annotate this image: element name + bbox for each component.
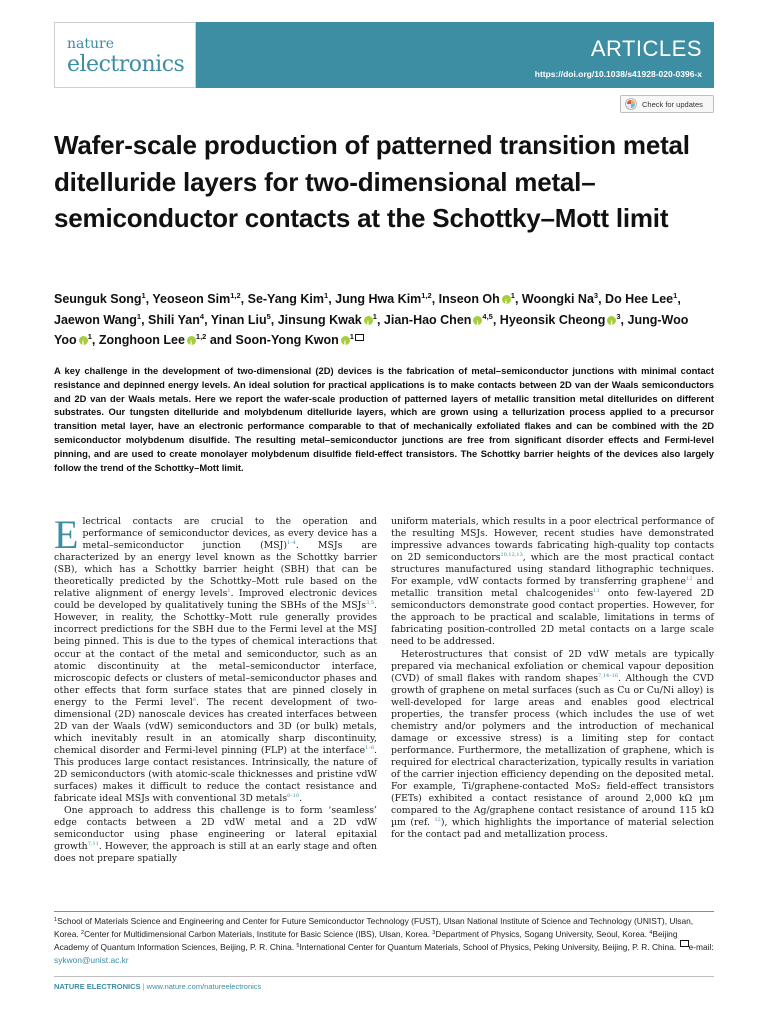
author-affiliation: 1 (87, 332, 92, 341)
logo-line-nature: nature (67, 36, 114, 52)
page-footer (54, 982, 261, 991)
author-name[interactable]: Yeoseon Sim (152, 292, 231, 306)
orcid-icon[interactable] (364, 316, 373, 325)
envelope-icon (680, 940, 689, 947)
check-updates-label: Check for updates (642, 99, 703, 109)
author-affiliation: 1,2 (230, 291, 241, 300)
doi-link[interactable]: https://doi.org/10.1038/s41928-020-0396-x (534, 69, 702, 79)
affiliation-text: Department of Physics, Sogang University, Seoul, Korea. (435, 928, 650, 939)
email-link[interactable]: sykwon@unist.ac.kr (54, 954, 129, 965)
orcid-icon[interactable] (607, 316, 616, 325)
orcid-icon[interactable] (79, 336, 88, 345)
affiliation-text: Center for Multidimensional Carbon Materials, Institute for Basic Science (IBS), Ulsan, Korea. (84, 928, 433, 939)
body-paragraph: uniform materials, which results in a poor electrical performance of the resulting MSJs. However, recent studies have demonstrated impressive advances towards fabricating high-quality top contacts on 2D semiconductors$^{10,12,13}$, which are the most practical contact structures manufactured using standard lithographic techniques. For example, vdW contacts formed by transferring graphene$^{12}$ and metallic transition metal chalcogenides$^{13}$ onto few-layered 2D semiconductors demonstrate good contact properties. However, for the approach to be practical and scalable, limitations in terms of fabricating position-controlled 2D metal contacts on a large scale need to be addressed. (391, 516, 715, 648)
citation-ref[interactable]: 3,5 (366, 600, 375, 607)
author-name[interactable]: Woongki Na (521, 292, 594, 306)
body-column-left (54, 512, 378, 865)
affiliation-text: Beijing Academy of Quantum Information Sciences, Beijing, P. R. China. (54, 928, 678, 953)
article-title: Wafer-scale production of patterned transition metal ditelluride layers for two-dimensional metal–semiconductor contacts at the Schottky–Mott limit (54, 130, 690, 233)
author-affiliation: 1 (141, 291, 146, 300)
body-paragraph: Heterostructures that consist of 2D vdW metals are typically prepared via mechanical exfoliation or chemical vapour deposition (CVD) of small flakes with random shapes$^{7,14-16}$. Although the CVD growth of graphene on metal surfaces (such as Cu or Cu/Ni alloy) is well-developed for large areas and enables good electrical properties, the transfer process (which includes the use of wet chemistry and/or polymers and the introduction of mechanical damage or excessive stress) is a limiting step for contact performance. Furthermore, the metallization of graphene, which is required for electrical characterization, typically results in variation of the carrier injection efficiency depending on the deposited metal. For example, Ti/graphene-contacted MoS₂ field-effect transistors (FETs) exhibited a contact resistance of around 2,000 kΩ µm compared to the Ag/graphene contact resistance of around 115 kΩ µm (ref. $^{12}$), which highlights the importance of material selection for the contact pad and metallization process. (391, 648, 714, 841)
footer-journal-name: NATURE ELECTRONICS (54, 982, 141, 991)
author-affiliation: 1 (372, 311, 377, 321)
affiliation-text: School of Materials Science and Engineering and Center for Future Semiconductor Technology (FUST), Ulsan National Institute of Science and Technology (UNIST), Ulsan, Korea. (54, 916, 694, 939)
affiliations-divider (54, 911, 714, 912)
footer-separator: | (140, 982, 147, 991)
affiliation-number: 4 (649, 929, 653, 936)
author-affiliation: 1,2 (421, 291, 432, 300)
orcid-icon[interactable] (187, 336, 196, 345)
journal-logo[interactable] (54, 22, 196, 88)
email-label: e-mail: (688, 942, 714, 953)
check-for-updates-button[interactable] (620, 95, 714, 113)
author-name[interactable]: Jian-Hao Chen (383, 312, 472, 327)
author-affiliation: 3 (593, 291, 599, 300)
author-affiliation: 1,2 (195, 332, 207, 341)
affiliations (54, 915, 714, 966)
author-name[interactable]: Jinsung Kwak (277, 312, 362, 327)
abstract: A key challenge in the development of two-dimensional (2D) devices is the fabrication of metal–semiconductor junctions with minimal contact resistance and depinned energy levels. An ideal solution for practical applications is to make contacts between 2D van der Waals semiconductors and 2D van der Waals metals. Here we report the wafer-scale production of patterned layers of metallic transition metal ditellurides on different substrates. Our tungsten ditelluride and molybdenum ditelluride layers, which are grown using a tellurization process applied to a precursor transition metal layer, have an electronic performance comparable to that of mechanically exfoliated flakes and can be combined with the 2D semiconductor molybdenum disulfide. The resulting metal–semiconductor junctions are free from significant disorder effects and Fermi-level pinning, and are used to create monolayer molybdenum disulfide field-effect transistors. The Schottky barrier heights of the devices also largely follow the trend of the Schottky–Mott limit. (54, 365, 714, 473)
body-paragraph: Electrical contacts are crucial to the operation and performance of semiconductor devices, as every device has a metal–semiconductor junction (MSJ)$^{1-4}$. MSJs are characterized by an energy level known as the Schottky barrier (SB), which has a Schottky barrier height (SBH) that can be theoretically predicted by the Schottky–Mott rule based on the relative alignment of energy levels$^1$. Improved electronic devices could be developed by qualitatively tuning the SBHs of the MSJs$^{3,5}$. However, in reality, the Schottky–Mott rule generally provides incorrect predictions for the SBH due to the Fermi level at the MSJ being pinned. This is due to the types of chemical interactions that occur at the contact of the metal and semiconductor, such as an atomic discontinuity at the metal–semiconductor interface, microscopic defects or clusters of metal–semiconductor phases and other effects that form surface states that are pinned closely in energy to the Fermi level$^6$. The recent development of two-dimensional (2D) nanoscale devices has created interfaces between 2D van der Waals (vdW) semiconductors and 3D (or bulk) metals, which inevitably result in an atomically sharp discontinuity, chemical disorder and Fermi-level pinning (FLP) at the interface$^{1-6}$. This produces large contact resistances. Intrinsically, the nature of 2D semiconductors (with atomic-scale thicknesses and pristine vdW surfaces) makes it difficult to reduce the contact resistance and fabricate ideal MSJs with conventional 3D metals$^{6-10}$. (54, 512, 378, 805)
citation-ref[interactable]: 1–6 (365, 744, 375, 751)
affiliation-text: International Center for Quantum Materials, School of Physics, Peking University, Beijing, P. R. China. (299, 942, 679, 953)
author-name[interactable]: Soon-Yong Kwon (235, 333, 339, 347)
footer-url-link[interactable]: www.nature.com/natureelectronics (146, 982, 262, 991)
author-affiliation: 4 (199, 311, 205, 321)
citation-ref[interactable]: 6 (192, 696, 197, 703)
citation-ref[interactable]: 6–10 (287, 793, 300, 800)
citation-ref[interactable]: 1 (227, 588, 231, 595)
body-paragraph: One approach to address this challenge is to form ‘seamless’ edge contacts between a 2D vdW metal and a 2D vdW semiconductor using phase engineering or lateral epitaxial growth$^{7,11}$. However, the approach is still at an early stage and often does not prepare spatially (54, 805, 377, 865)
author-affiliation: 1 (136, 311, 142, 321)
section-label: ARTICLES (590, 36, 702, 61)
body-column-right (391, 516, 714, 841)
orcid-icon[interactable] (473, 316, 482, 325)
author-name[interactable]: Zonghoon Lee (98, 333, 185, 347)
affiliation-number: 5 (296, 943, 300, 950)
orcid-icon[interactable] (502, 295, 511, 304)
author-name[interactable]: Se-Yang Kim (247, 292, 325, 306)
author-name[interactable]: Shili Yan (148, 312, 200, 327)
author-name[interactable]: Yinan Liu (210, 312, 267, 327)
affiliation-number: 3 (432, 929, 436, 936)
affiliation-number: 2 (81, 929, 85, 936)
citation-ref[interactable]: 10,12,13 (500, 552, 523, 559)
citation-ref[interactable]: 13 (593, 588, 600, 595)
affiliation-number: 1 (54, 917, 58, 923)
author-affiliation: 4,5 (482, 311, 493, 321)
author-name[interactable]: Jung-Woo Yoo (54, 312, 689, 347)
author-affiliation: 1 (673, 291, 678, 300)
author-name[interactable]: Jaewon Wang (54, 312, 137, 327)
citation-ref[interactable]: 7,14–16 (598, 672, 618, 679)
author-name[interactable]: Inseon Oh (438, 292, 500, 306)
author-name[interactable]: Seunguk Song (54, 292, 142, 306)
author-name[interactable]: Jung Hwa Kim (335, 292, 422, 306)
author-affiliation: 3 (616, 311, 621, 321)
footer-divider (54, 976, 714, 977)
citation-ref[interactable]: 7,11 (87, 841, 99, 848)
drop-cap: E (54, 512, 79, 557)
author-name[interactable]: Hyeonsik Cheong (499, 312, 606, 327)
author-affiliation: 1 (324, 291, 329, 300)
citation-ref[interactable]: 12 (686, 576, 693, 583)
citation-ref[interactable]: 12 (434, 817, 441, 824)
author-name[interactable]: Do Hee Lee (605, 292, 674, 306)
author-affiliation: 1 (510, 291, 515, 300)
author-affiliation: 1 (349, 332, 354, 341)
envelope-icon[interactable] (355, 334, 364, 341)
crossmark-icon (625, 98, 637, 110)
author-affiliation: 5 (266, 311, 271, 321)
author-list: Seunguk Song$^1$, Yeoseon Sim$^{1,2}$, Se-Yang Kim$^1$, Jung Hwa Kim$^{1,2}$, Inseon Ohi $^1$, Woongki Na$^3$, Do Hee Lee$^1$, Jaewon Wang$^1$, Shili Yan$^4$, Yinan Liu$^5$, Jinsung Kwaki $^1$, Jian-Hao Cheni $^{4,5}$, Hyeonsik Cheongi $^3$, Jung-Woo Yooi $^1$, Zonghoon Leei $^{1,2}$ and Soon-Yong Kwoni $^1$ (54, 289, 704, 351)
citation-ref[interactable]: 1–4 (286, 540, 296, 547)
logo-line-electronics: electronics (67, 52, 185, 77)
orcid-icon[interactable] (341, 336, 350, 345)
